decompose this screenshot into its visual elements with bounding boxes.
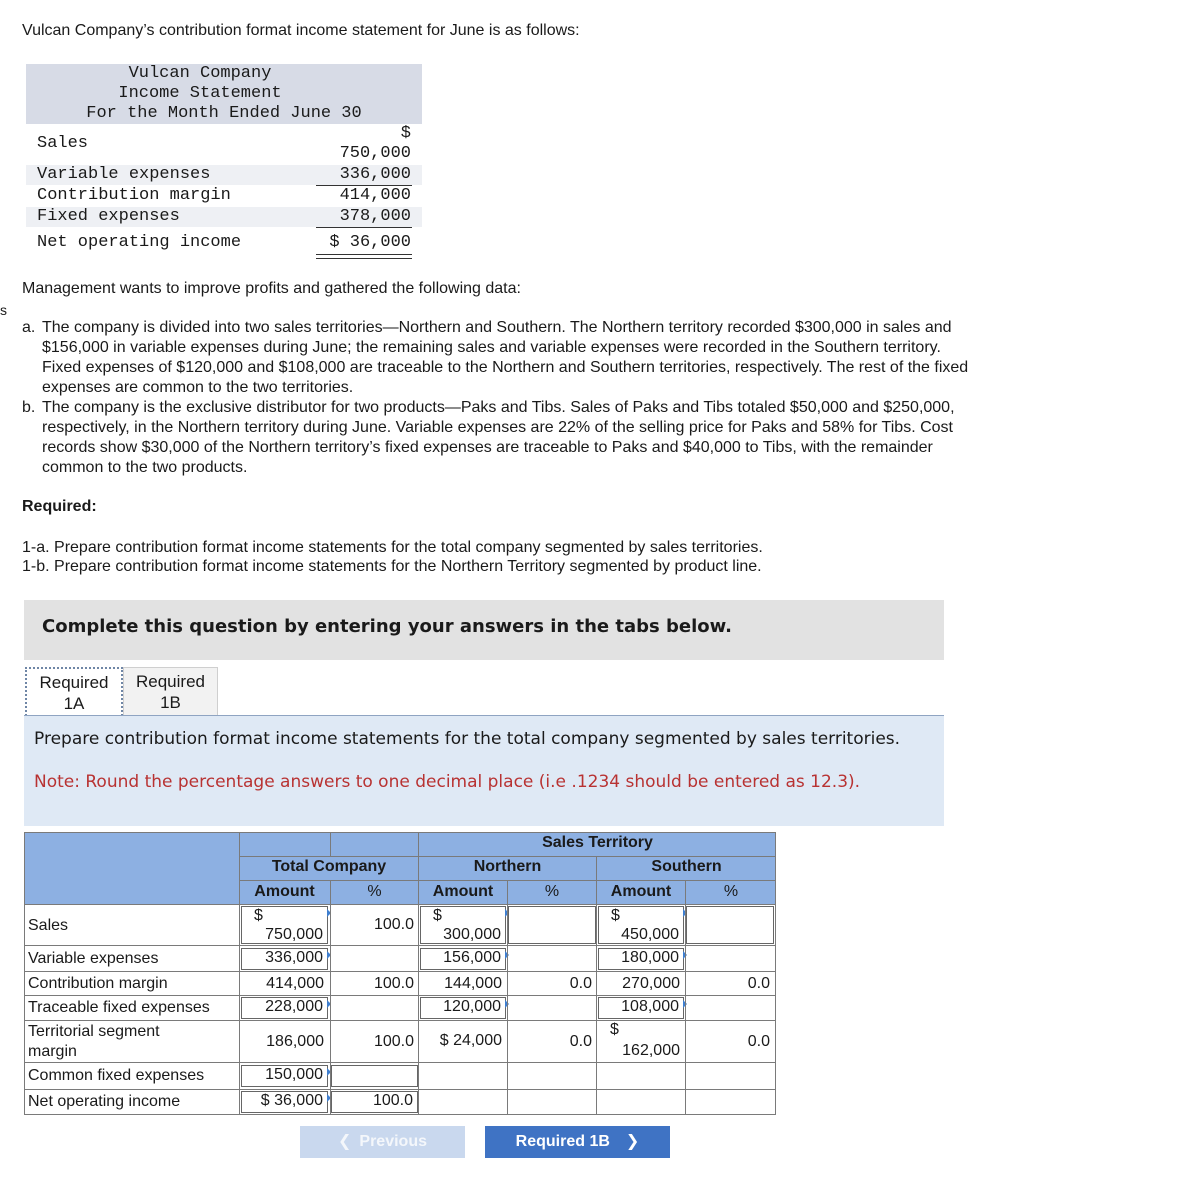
tab-instructions [24,716,944,826]
tab-label-line2: 1B [160,693,181,712]
divider [239,856,419,857]
tsm-southern-pct: 0.0 [747,1033,770,1050]
instruction-banner [24,600,944,660]
previous-label: Previous [359,1133,427,1150]
divider [419,856,776,857]
row-value: 750,000 [339,144,411,163]
tab-required-1b[interactable] [123,667,218,717]
sales-northern-amount-input[interactable] [420,906,506,944]
input-value: 150,000 [265,1066,323,1083]
statement-underline [316,227,412,228]
row-divider [24,1089,776,1090]
input-value: $ 36,000 [260,1092,323,1109]
intro-text: Vulcan Company’s contribution format income statement for June is as follows: [22,22,580,39]
noi-total-amount-input[interactable] [241,1091,328,1113]
tsm-southern-amount: 162,000 [622,1042,680,1059]
row-divider [24,945,776,946]
col-divider [685,905,686,1115]
row-divider [24,971,776,972]
sales-total-amount-input[interactable] [241,906,328,944]
header-amount: Amount [610,883,672,900]
dollar-sign: $ [433,907,442,924]
previous-button[interactable] [300,1126,465,1158]
next-label: Required 1B [515,1133,610,1150]
row-label-tsm: Territorial segment margin [28,1023,160,1060]
common-total-amount-input[interactable] [241,1065,328,1087]
variable-southern-amount-input[interactable] [598,948,684,970]
header-pct: % [544,883,560,900]
traceable-northern-amount-input[interactable] [420,997,506,1019]
segmented-income-table [24,832,776,1115]
cm-northern-amount: 144,000 [444,975,502,992]
tab-label-line2: 1A [63,694,85,713]
input-value: 228,000 [265,998,323,1015]
row-label: Fixed expenses [37,207,180,226]
item-text: The company is divided into two sales territories—Northern and Southern. The Northern territory recorded $300,000 in sales and $156,000 in variable expenses during June; the remaining sales and variable expenses were recorded in the Southern territory. Fixed expenses of $120,000 and $108,000 are traceable to the Northern and Southern territories, respectively. The rest of the fixed expenses are common to the two territories. [42,319,969,396]
header-southern: Southern [651,858,722,875]
sales-southern-pct-input[interactable] [686,906,774,944]
requirement-1b: 1-b. Prepare contribution format income statements for the Northern Territory segmented by product line. [22,558,762,575]
header-total-company: Total Company [271,858,387,875]
tab-label-line1: Required [136,672,205,691]
sales-total-pct: 100.0 [373,916,414,933]
statement-header [26,64,422,124]
required-heading: Required: [22,498,97,515]
input-value: 156,000 [443,949,501,966]
traceable-southern-amount-input[interactable] [598,997,684,1019]
row-label-noi: Net operating income [28,1093,181,1110]
statement-title: Income Statement [118,84,282,103]
header-northern: Northern [473,858,542,875]
row-label-traceable: Traceable fixed expenses [28,999,210,1016]
statement-row-noi [26,233,422,253]
row-divider [24,1020,776,1021]
row-value-dollar: $ [400,124,411,143]
tsm-total-amount: 186,000 [266,1033,324,1050]
rounding-note: Note: Round the percentage answers to one decimal place (i.e .1234 should be entered as 12.3). [34,772,861,792]
col-divider [507,905,508,1115]
chevron-right-icon: ❯ [625,1133,640,1150]
input-value: 100.0 [372,1092,413,1109]
item-text: The company is the exclusive distributor for two products—Paks and Tibs. Sales of Paks and Tibs totaled $50,000 and $250,000, respectively, in the Northern territory during June. Variable expenses are 22% of the selling price for Paks and 58% for Tibs. Cost records show $30,000 of the Northern territory’s fixed expenses are traceable to Paks and $40,000 to Tibs, with the remainder common to the two products. [42,399,955,476]
dollar-sign: $ [610,1021,619,1038]
col-divider [330,905,331,1115]
col-divider [239,905,240,1115]
row-divider [24,1062,776,1063]
tab-label-line1: Required [39,673,109,692]
header-pct: % [367,883,382,900]
dollar-sign: $ [611,907,620,924]
statement-row-cm [26,186,422,206]
side-marker: s [0,302,7,318]
row-label-variable: Variable expenses [28,950,159,967]
chevron-left-icon: ❮ [338,1133,352,1150]
row-value: 336,000 [339,165,411,184]
cm-total-pct: 100.0 [373,975,414,992]
row-value: 414,000 [339,186,411,205]
divider [330,832,331,857]
requirement-1a: 1-a. Prepare contribution format income statements for the total company segmented by sales territories. [22,539,763,556]
row-label: Net operating income [37,233,242,252]
cm-northern-pct: 0.0 [569,975,592,992]
row-divider [24,995,776,996]
row-label: Contribution margin [37,186,231,205]
list-item [22,398,982,478]
tsm-northern-pct: 0.0 [569,1033,592,1050]
statement-row-sales [26,124,422,166]
header-amount: Amount [254,883,315,900]
row-value: 378,000 [339,207,411,226]
tab-required-1a[interactable] [25,667,123,719]
input-value: 108,000 [621,998,679,1015]
sales-northern-pct-input[interactable] [508,906,596,944]
row-label: Variable expenses [37,165,211,184]
variable-total-amount-input[interactable] [241,948,328,970]
col-divider [596,905,597,1115]
header-pct: % [723,883,739,900]
row-value: $ 36,000 [329,233,411,252]
input-value: 450,000 [621,926,679,943]
row-label-sales: Sales [28,917,69,934]
sales-southern-amount-input[interactable] [598,906,684,944]
row-label: Sales [37,134,89,153]
management-text: Management wants to improve profits and gathered the following data: [22,280,521,297]
col-divider [418,905,419,1115]
input-value: 336,000 [265,949,323,966]
traceable-total-amount-input[interactable] [241,997,328,1019]
noi-total-pct-input[interactable] [331,1091,418,1113]
item-marker: b. [22,399,36,416]
list-item [22,318,982,398]
statement-row-fixed [26,207,422,227]
tsm-northern-amount: $ 24,000 [439,1032,502,1049]
cm-southern-amount: 270,000 [622,975,680,992]
header-sales-territory: Sales Territory [542,834,653,851]
instruction-text: Prepare contribution format income statements for the total company segmented by sales territories. [34,729,901,749]
statement-company: Vulcan Company [128,64,272,83]
tsm-total-pct: 100.0 [373,1033,414,1050]
cm-total-amount: 414,000 [266,975,324,992]
row-label-cm: Contribution margin [28,975,168,992]
statement-period: For the Month Ended June 30 [86,104,362,123]
statement-row-variable [26,165,422,185]
input-value: 180,000 [621,949,679,966]
dollar-sign: $ [254,907,263,924]
input-value: 300,000 [443,926,501,943]
banner-text: Complete this question by entering your answers in the tabs below. [42,616,732,637]
statement-double-underline [316,254,412,259]
common-total-pct-input[interactable] [331,1065,418,1087]
variable-northern-amount-input[interactable] [420,948,506,970]
next-required-1b-button[interactable] [485,1126,670,1158]
row-label-common: Common fixed expenses [28,1067,205,1084]
cm-southern-pct: 0.0 [747,975,770,992]
data-list [22,318,982,478]
header-amount: Amount [432,883,494,900]
item-marker: a. [22,319,36,336]
input-value: 120,000 [443,998,501,1015]
input-value: 750,000 [265,926,323,943]
